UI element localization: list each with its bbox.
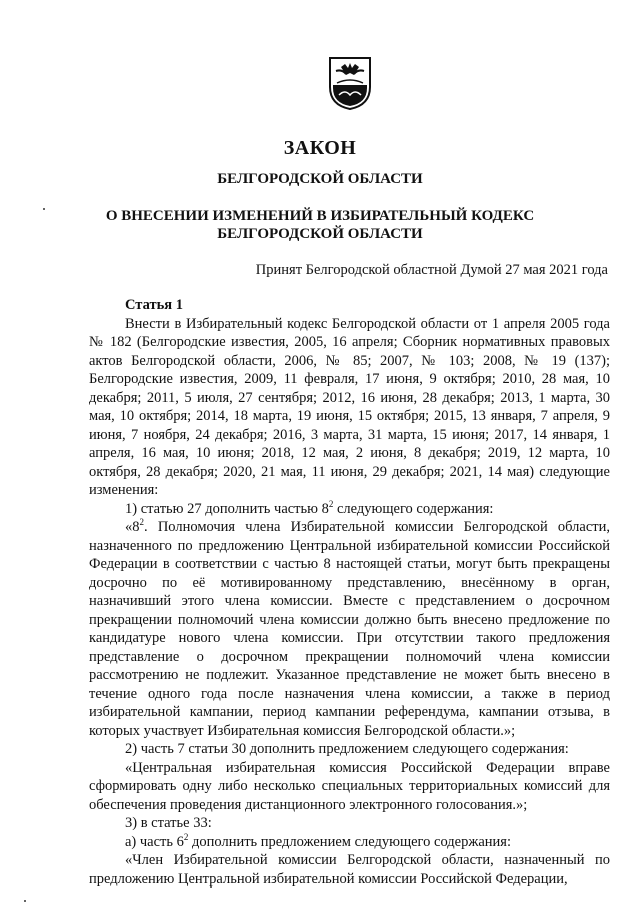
quote-1-text: . Полномочия члена Избирательной комиссии Белгородской области, назначенного по предложению Центральной избирательной комиссии Российской Федерации в соответствии с частью 8 настоящей статьи, могут быть прекращены досрочно по её мотивированному представлению, внесённому в орган, назначивший этого члена комиссии. Вместе с представлением о досрочном прекращении полномочий члена комиссии должно быть внесено предложение по кандидатуре нового члена комиссии. При отсутствии такого предложения представление о досрочном прекращении полномочий члена комиссии рассмотрению не подлежит. Указанное представление не может быть внесено в течение одного года после назначения члена комиссии, а также в период избирательной кампании, период кампании референдума, кампании отзыва, в которых участвует Избирательная комиссия Белгородской области.»; [89,519,610,739]
item-1-superscript: 2 [328,498,334,509]
scan-speck [24,900,26,902]
law-subject [0,207,640,243]
item-2: 2) часть 7 статьи 30 дополнить предложением следующего содержания: [125,741,569,757]
item-3a-tail: дополнить предложением следующего содержания: [188,833,512,850]
item-3a-text: а) часть 6 [125,833,184,850]
item-1 [89,500,610,519]
item-3a-superscript: 2 [183,831,189,842]
item-1-tail: следующего содержания: [333,500,494,517]
law-subject-line-1: О ВНЕСЕНИИ ИЗМЕНЕНИЙ В ИЗБИРАТЕЛЬНЫЙ КОДЕКС [105,208,535,224]
item-3a [89,833,610,852]
item-3: 3) в статье 33: [125,815,212,831]
quote-1-open: «8 [125,519,140,535]
intro-paragraph: Внести в Избирательный кодекс Белгородской области от 1 апреля 2005 года № 182 (Белгородские известия, 2005, 16 апреля; Сборник нормативных правовых актов Белгородской области, 2006, № 85; 2007, № 103; 2008, № 19 (137); Белгородские известия, 2009, 11 февраля, 17 июня, 9 октября; 2010, 28 мая, 10 декабря; 2011, 5 июля, 27 сентября; 2012, 16 июня, 28 декабря; 2013, 1 марта, 30 мая, 10 октября; 2014, 18 марта, 19 июня, 15 октября; 2015, 13 января, 7 апреля, 9 июня, 7 ноября, 24 декабря; 2016, 3 марта, 31 марта, 15 июня; 2017, 14 января, 1 апреля, 16 мая, 10 июня; 2018, 12 мая, 2 июня, 8 декабря; 2019, 12 марта, 10 октября, 28 декабря; 2020, 21 мая, 11 июня, 29 декабря; 2021, 14 мая) следующие изменения: [89,315,610,498]
law-subject-line-2: БЕЛГОРОДСКОЙ ОБЛАСТИ [217,226,423,242]
scan-speck [43,208,45,210]
adoption-note: Принят Белгородской областной Думой 27 мая 2021 года [255,262,608,278]
quote-1 [89,518,610,740]
scan-speck [210,886,212,888]
coat-of-arms-emblem [327,55,373,111]
law-body [89,296,610,888]
region-name: БЕЛГОРОДСКОЙ ОБЛАСТИ [217,171,423,187]
article-heading: Статья 1 [125,297,183,313]
document-title: ЗАКОН [283,137,357,159]
item-1-text: 1) статью 27 дополнить частью 8 [125,500,329,517]
quote-3: «Член Избирательной комиссии Белгородской области, назначенный по предложению Центральной избирательной комиссии Российской Федерации, [89,852,610,887]
quote-1-superscript: 2 [139,517,144,528]
quote-2: «Центральная избирательная комиссия Российской Федерации вправе сформировать одну либо несколько специальных территориальных комиссий для обеспечения проведения дистанционного электронного голосования.»; [89,759,610,813]
